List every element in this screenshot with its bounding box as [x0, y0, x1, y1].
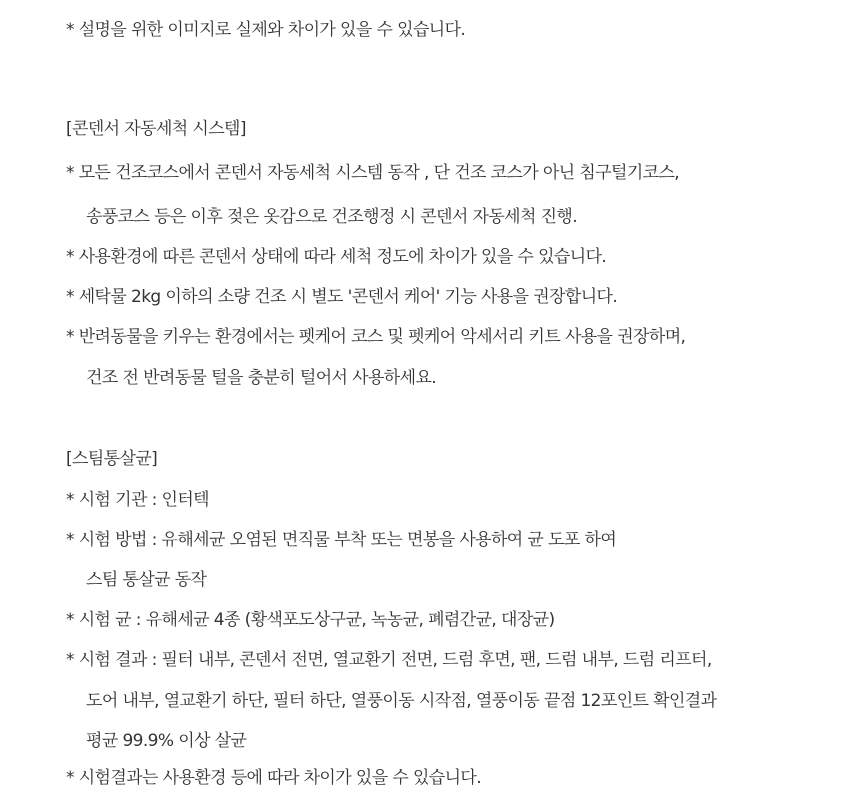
condenser-note: * 세탁물 2kg 이하의 소량 건조 시 별도 '콘덴서 케어' 기능 사용을 권장합니다.: [66, 287, 618, 307]
steam-section-title: [스팀통살균]: [66, 449, 158, 469]
condenser-note-continued: 건조 전 반려동물 털을 충분히 털어서 사용하세요.: [86, 368, 437, 388]
condenser-note: * 모든 건조코스에서 콘덴서 자동세척 시스템 동작 , 단 건조 코스가 아닌 침구털기코스,: [66, 163, 680, 183]
steam-note-continued: 스팀 통살균 동작: [86, 570, 207, 590]
steam-note: * 시험 방법 : 유해세균 오염된 면직물 부착 또는 면봉을 사용하여 균 도포 하여: [66, 530, 617, 550]
steam-note-continued: 평균 99.9% 이상 살균: [86, 731, 247, 751]
condenser-section-title: [콘덴서 자동세척 시스템]: [66, 119, 246, 139]
condenser-note: * 반려동물을 키우는 환경에서는 펫케어 코스 및 펫케어 악세서리 키트 사용을 권장하며,: [66, 327, 686, 347]
image-disclaimer: * 설명을 위한 이미지로 실제와 차이가 있을 수 있습니다.: [66, 20, 466, 40]
steam-note: * 시험 균 : 유해세균 4종 (황색포도상구균, 녹농균, 폐렴간균, 대장균): [66, 610, 555, 630]
steam-note: * 시험 기관 : 인터텍: [66, 490, 209, 510]
steam-note-continued: 도어 내부, 열교환기 하단, 필터 하단, 열풍이동 시작점, 열풍이동 끝점 12포인트 확인결과: [86, 691, 717, 711]
condenser-note-continued: 송풍코스 등은 이후 젖은 옷감으로 건조행정 시 콘덴서 자동세척 진행.: [86, 207, 578, 227]
condenser-note: * 사용환경에 따른 콘덴서 상태에 따라 세척 정도에 차이가 있을 수 있습니다.: [66, 247, 607, 267]
steam-note: * 시험결과는 사용환경 등에 따라 차이가 있을 수 있습니다.: [66, 768, 482, 788]
steam-note: * 시험 결과 : 필터 내부, 콘덴서 전면, 열교환기 전면, 드럼 후면, 팬, 드럼 내부, 드럼 리프터,: [66, 650, 712, 670]
